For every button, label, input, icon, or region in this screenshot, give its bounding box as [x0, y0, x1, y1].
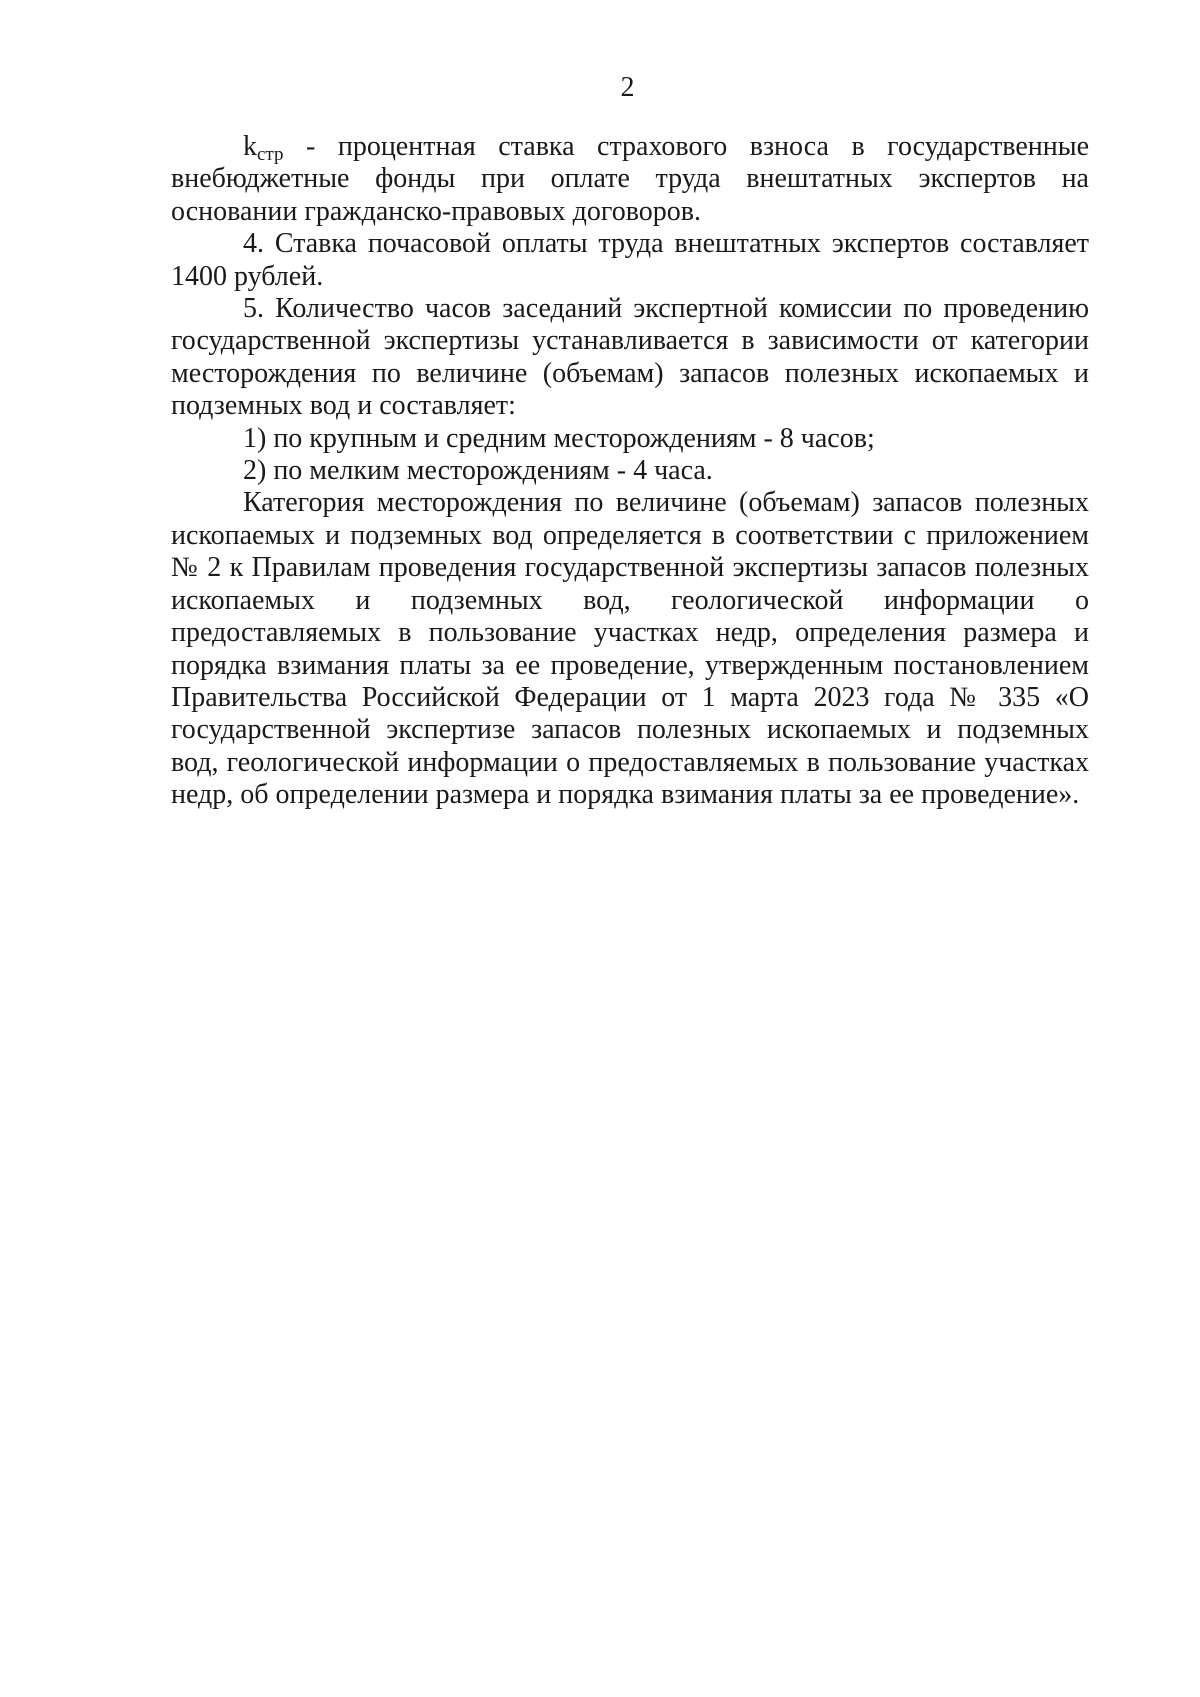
k-str-definition-text: - процентная ставка страхового взноса в государственные внебюджетные фонды при оплате труда внештатных экспертов на основании гражданско-правовых договоров. [171, 131, 1089, 227]
paragraph-category: Категория месторождения по величине (объемам) запасов полезных ископаемых и подземных вод определяется в соответствии с приложением № 2 к Правилам проведения государственной экспертизы запасов полезных ископаемых и подземных вод, геологической информации о предоставляемых в пользование участках недр, определения размера и порядка взимания платы за ее проведение, утвержденным постановлением Правительства Российской Федерации от 1 марта 2023 года № 335 «О государственной экспертизе запасов полезных ископаемых и подземных вод, геологической информации о предоставляемых в пользование участках недр, об определении размера и порядка взимания платы за ее проведение». [171, 487, 1089, 811]
k-symbol-subscript: стр [257, 144, 284, 165]
paragraph-item-4: 4. Ставка почасовой оплаты труда внештатных экспертов составляет 1400 рублей. [171, 228, 1089, 292]
list-item-1: 1) по крупным и средним месторождениям - 8 часов; [243, 422, 875, 454]
document-body [171, 131, 1089, 812]
list-item-2: 2) по мелким месторождениям - 4 часа. [243, 455, 713, 487]
paragraph-item-5: 5. Количество часов заседаний экспертной комиссии по проведению государственной экспертизы устанавливается в зависимости от категории месторождения по величине (объемам) запасов полезных ископаемых и подземных вод и составляет: [171, 293, 1089, 422]
paragraph-k-str-definition [171, 131, 1089, 228]
k-symbol: k [243, 131, 257, 162]
page-number: 2 [620, 72, 635, 103]
